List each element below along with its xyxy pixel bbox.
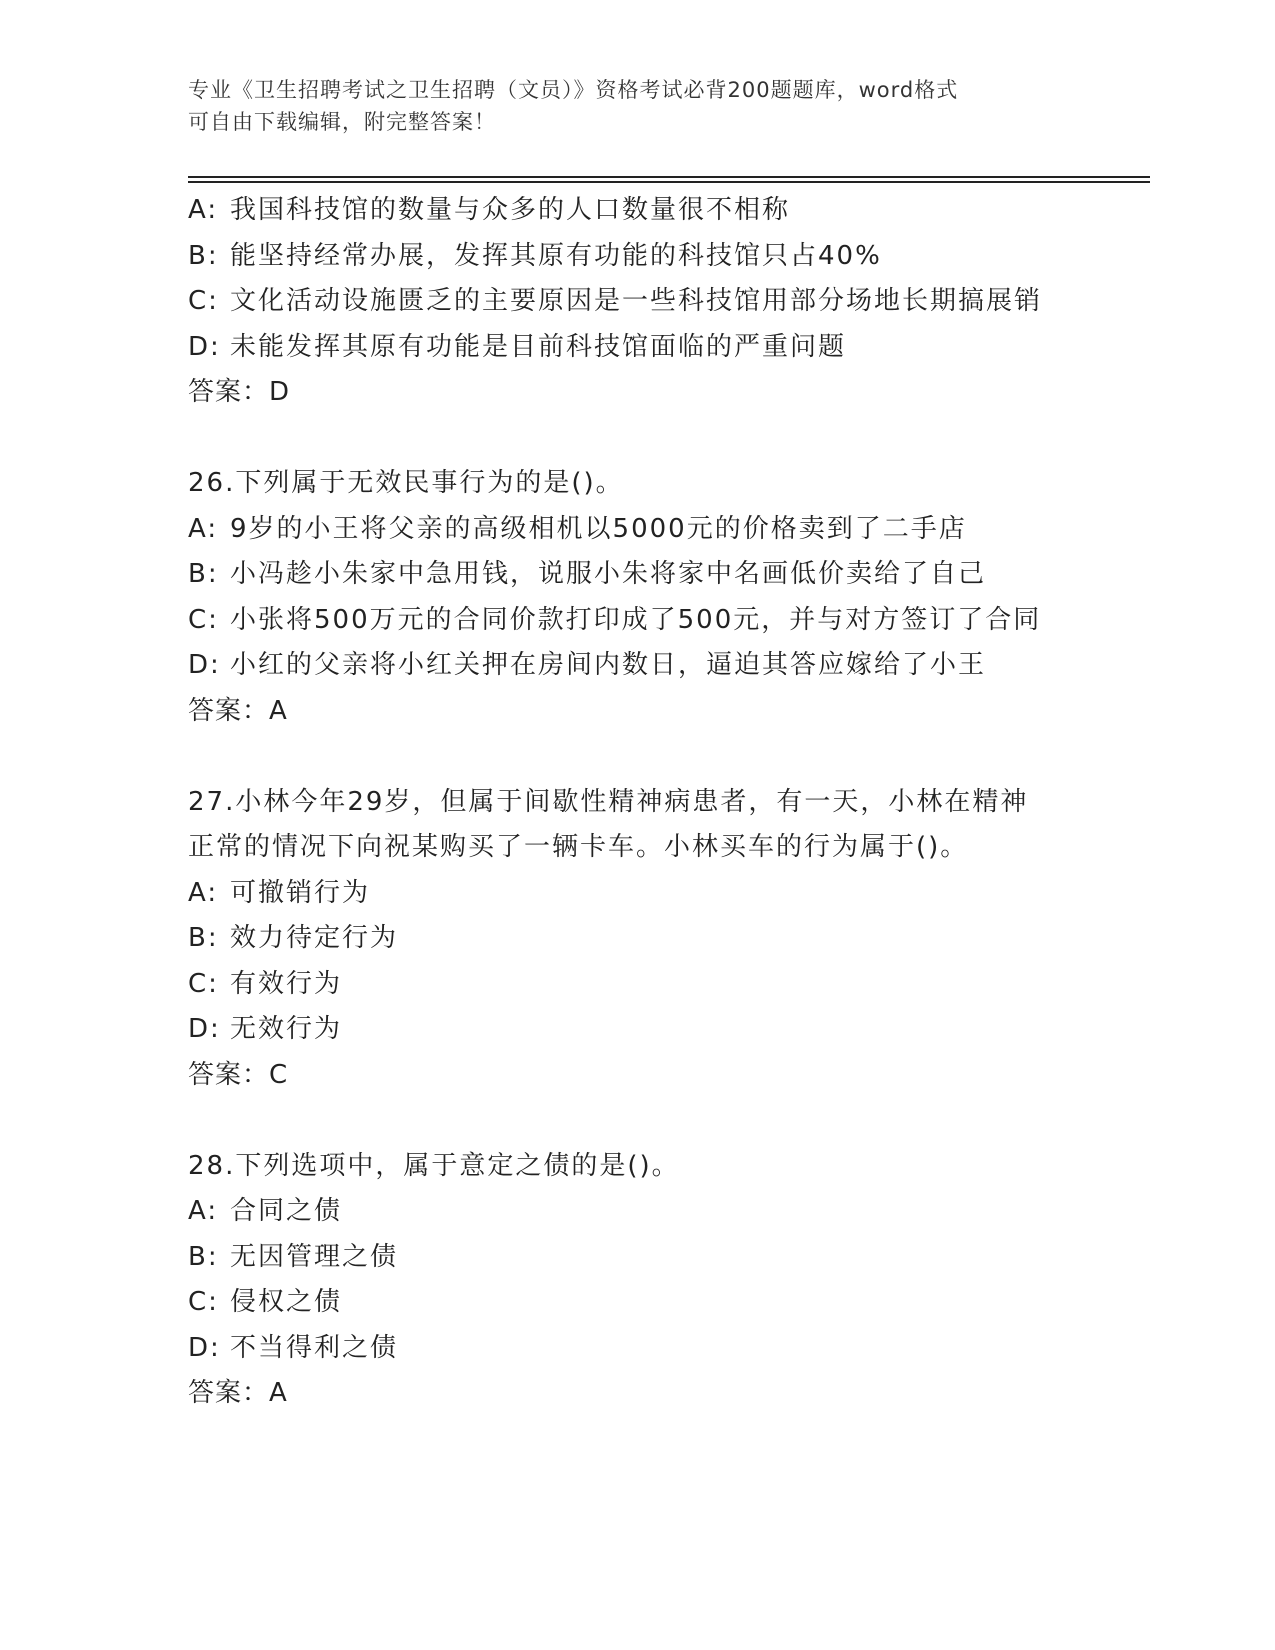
q27-answer: 答案：C (188, 1059, 289, 1090)
option-prefix: B: (188, 1241, 219, 1272)
q25-answer: 答案：D (188, 377, 291, 407)
option-prefix: A: (188, 1196, 219, 1226)
option-prefix: D: (188, 1014, 221, 1044)
spacer (188, 734, 1088, 780)
q28-question-text: 28.下列选项中，属于意定之债的是()。 (188, 1150, 680, 1181)
option-text: 未能发挥其原有功能是目前科技馆面临的严重问题 (230, 331, 847, 362)
option-text: 可撤销行为 (230, 877, 371, 908)
option-prefix: A: (188, 513, 219, 544)
spacer (188, 1098, 1088, 1144)
option-text: 小张将500万元的合同价款打印成了500元，并与对方签订了合同 (230, 604, 1042, 635)
header-line-2: 可自由下载编辑，附完整答案！ (188, 110, 496, 134)
q28-answer: 答案：A (188, 1378, 288, 1408)
option-prefix: B: (188, 240, 219, 271)
option-prefix: B: (188, 559, 219, 589)
q28-option-b (188, 1235, 1088, 1281)
option-text: 我国科技馆的数量与众多的人口数量很不相称 (230, 195, 791, 225)
option-prefix: C: (188, 968, 219, 999)
q27-question-text-line-2: 正常的情况下向祝某购买了一辆卡车。小林买车的行为属于()。 (188, 832, 969, 862)
question-28 (188, 1144, 1088, 1417)
q26-option-a (188, 507, 1088, 553)
option-prefix: D: (188, 1332, 221, 1363)
q25-option-d (188, 325, 1088, 371)
header-rule-top (188, 176, 1150, 178)
option-text: 效力待定行为 (230, 923, 399, 953)
option-text: 小红的父亲将小红关押在房间内数日，逼迫其答应嫁给了小王 (230, 650, 987, 680)
q27-option-a (188, 871, 1088, 917)
option-prefix: A: (188, 195, 219, 225)
option-prefix: A: (188, 877, 219, 908)
option-text: 侵权之债 (230, 1287, 343, 1317)
option-prefix: C: (188, 604, 219, 635)
q27-option-d (188, 1007, 1088, 1053)
document-header (188, 74, 1088, 138)
q28-option-a (188, 1189, 1088, 1235)
header-line-1: 专业《卫生招聘考试之卫生招聘（文员）》资格考试必背200题题库，word格式 (188, 78, 959, 102)
q28-option-d (188, 1326, 1088, 1372)
q26-answer: 答案：A (188, 695, 288, 726)
option-prefix: C: (188, 286, 219, 316)
option-prefix: D: (188, 331, 221, 362)
option-text: 文化活动设施匮乏的主要原因是一些科技馆用部分场地长期搞展销 (230, 286, 1043, 316)
option-text: 9岁的小王将父亲的高级相机以5000元的价格卖到了二手店 (230, 513, 967, 544)
q27-option-b (188, 916, 1088, 962)
q28-option-c (188, 1280, 1088, 1326)
question-25 (188, 188, 1088, 416)
q25-option-c (188, 279, 1088, 325)
q25-option-a (188, 188, 1088, 234)
option-text: 能坚持经常办展，发挥其原有功能的科技馆只占40% (230, 240, 882, 271)
option-text: 有效行为 (230, 968, 343, 999)
q27-option-c (188, 962, 1088, 1008)
option-prefix: B: (188, 923, 219, 953)
q26-question-text: 26.下列属于无效民事行为的是()。 (188, 468, 624, 498)
option-text: 无因管理之债 (230, 1241, 399, 1272)
q27-question-text-line-1: 27.小林今年29岁，但属于间歇性精神病患者，有一天，小林在精神 (188, 786, 1029, 817)
q26-option-b (188, 552, 1088, 598)
option-prefix: C: (188, 1287, 219, 1317)
option-prefix: D: (188, 650, 221, 680)
q26-option-d (188, 643, 1088, 689)
spacer (188, 416, 1088, 462)
question-27 (188, 780, 1088, 1099)
q25-option-b (188, 234, 1088, 280)
header-rule-bottom (188, 181, 1150, 183)
option-text: 不当得利之债 (230, 1332, 399, 1363)
question-list (188, 188, 1088, 1417)
option-text: 无效行为 (230, 1014, 343, 1044)
option-text: 小冯趁小朱家中急用钱，说服小朱将家中名画低价卖给了自己 (230, 559, 987, 589)
option-text: 合同之债 (230, 1196, 343, 1226)
question-26 (188, 461, 1088, 734)
q26-option-c (188, 598, 1088, 644)
